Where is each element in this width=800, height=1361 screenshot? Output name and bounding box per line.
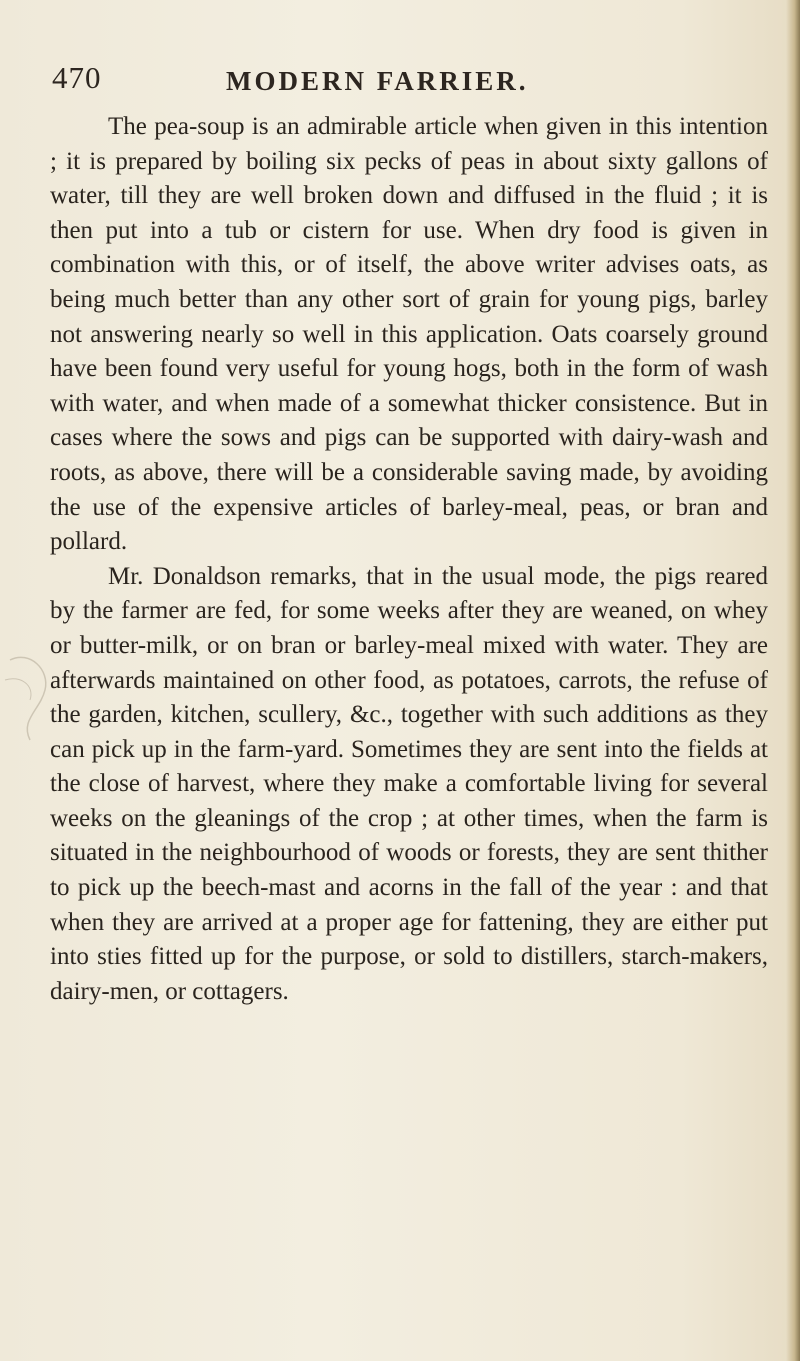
paragraph: Mr. Donaldson remarks, that in the usual mode, the pigs reared by the farmer are fed, for some weeks after they are weaned, on whey or butter-milk, or on bran or barley-meal mixed with water. They are afterwards maintained on other food, as potatoes, carrots, the refuse of the garden, kitchen, scullery, &c., together with such additions as they can pick up in the farm-yard. Sometimes they are sent into the fields at the close of harvest, where they make a comfortable living for several weeks on the gleanings of the crop ; at other times, when the farm is situated in the neighbourhood of woods or forests, they are sent thither to pick up the beech-mast and acorns in the fall of the year : and that when they are arrived at a proper age for fattening, they are either put into sties fitted up for the purpose, or sold to distillers, starch-makers, dairy-men, or cottagers. (50, 562, 768, 1005)
page-edge-shadow (786, 0, 800, 1361)
page-header (0, 42, 800, 102)
running-head: MODERN FARRIER. (226, 66, 529, 96)
page-number: 470 (52, 60, 102, 95)
paragraph: The pea-soup is an admirable article when given in this intention ; it is prepared by boiling six pecks of peas in about sixty gallons of water, till they are well broken down and diffused in the fluid ; it is then put into a tub or cistern for use. When dry food is given in combination with this, or of itself, the above writer advises oats, as being much better than any other sort of grain for young pigs, barley not answering nearly so well in this application. Oats coarsely ground have been found very useful for young hogs, both in the form of wash with water, and when made of a somewhat thicker consistence. But in cases where the sows and pigs can be supported with dairy-wash and roots, as above, there will be a considerable saving made, by avoiding the use of the expensive articles of barley-meal, peas, or bran and pollard. (50, 113, 768, 556)
body-text (50, 110, 768, 1009)
